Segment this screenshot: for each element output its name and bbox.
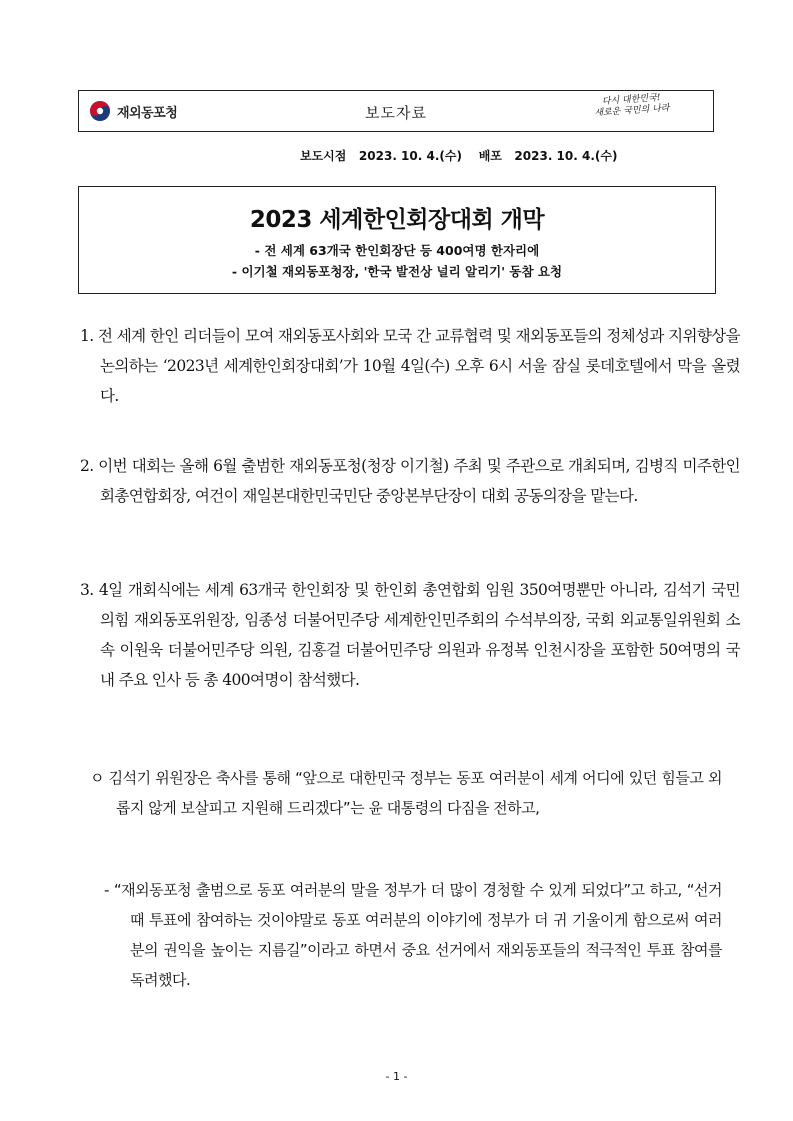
release-date: 2023. 10. 4.(수) xyxy=(358,149,462,163)
paragraph-3: 3. 4일 개회식에는 세계 63개국 한인회장 및 한인회 총연합회 임원 350여명뿐만 아니라, 김석기 국민의힘 재외동포위원장, 임종성 더불어민주당 세계한인민주회의 수석부의장, 국회 외교통일위원회 소속 이원욱 더불어민주당 의원, 김홍걸 더불어민주당 의원과 유정복 인천시장을 포함한 50여명의 국내 주요 인사 등 총 400여명이 참석했다. xyxy=(80,581,740,689)
slogan-line-2: 새로운 국민의 나라 xyxy=(593,103,670,119)
release-label: 보도시점 xyxy=(300,149,347,163)
headline-title: 2023 세계한인회장대회 개막 xyxy=(249,207,545,233)
release-dates xyxy=(300,147,617,164)
distribution-label: 배포 xyxy=(478,149,502,163)
sub-item-2: - “재외동포청 출범으로 동포 여러분의 말을 정부가 더 많이 경청할 수 있게 되었다”고 하고, “선거때 투표에 참여하는 것이야말로 동포 여러분의 이야기에 정부가 더 귀 기울이게 함으로써 여러분의 권익을 높이는 지름길”이라고 하면서 중요 선거에서 재외동포들의 적극적인 투표 참여를 독려했다. xyxy=(104,881,722,989)
paragraph-1: 1. 전 세계 한인 리더들이 모여 재외동포사회와 모국 간 교류협력 및 재외동포들의 정체성과 지위향상을 논의하는 ‘2023년 세계한인회장대회’가 10월 4일(수) 오후 6시 서울 잠실 롯데호텔에서 막을 올렸다. xyxy=(80,327,740,405)
doc-type-label: 보도자료 xyxy=(365,104,427,122)
header-box xyxy=(78,90,714,132)
paragraph-2: 2. 이번 대회는 올해 6월 출범한 재외동포청(청장 이기철) 주최 및 주관으로 개최되며, 김병직 미주한인회총연합회장, 여건이 재일본대한민국민단 중앙본부단장이 대회 공동의장을 맡는다. xyxy=(80,457,740,505)
org-name: 재외동포청 xyxy=(117,105,178,121)
page-number: - 1 - xyxy=(385,1070,408,1083)
headline-box xyxy=(78,186,716,294)
headline-subtitle-2: - 이기철 재외동포청장, '한국 발전상 널리 알리기' 동참 요청 xyxy=(231,264,563,279)
headline-subtitle-1: - 전 세계 63개국 한인회장단 등 400여명 한자리에 xyxy=(254,243,540,258)
slogan-line-1: 다시 대한민국! xyxy=(601,92,661,108)
distribution-date: 2023. 10. 4.(수) xyxy=(514,149,618,163)
sub-item-1: ㅇ 김석기 위원장은 축사를 통해 “앞으로 대한민국 정부는 동포 여러분이 세계 어디에 있던 힘들고 외롭지 않게 보살피고 지원해 드리겠다”는 윤 대통령의 다짐을 전하고, xyxy=(90,769,722,817)
headline-subtitles xyxy=(79,240,715,282)
